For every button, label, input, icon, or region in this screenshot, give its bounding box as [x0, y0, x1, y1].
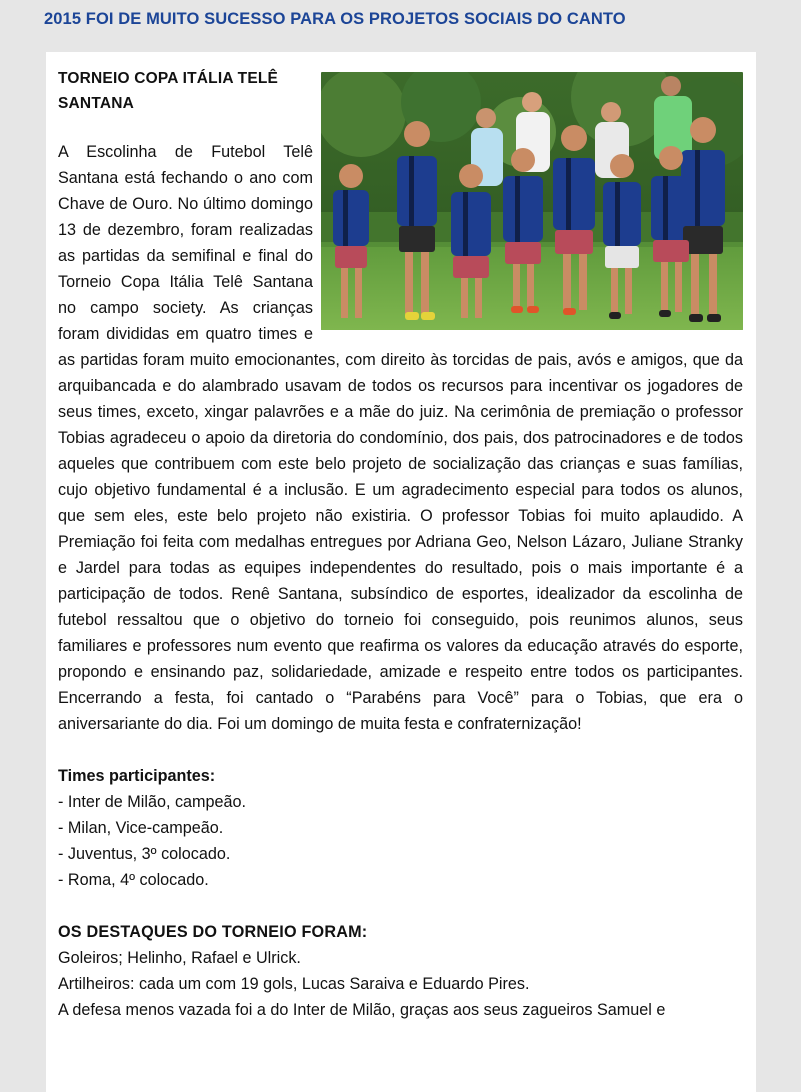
article-title: TORNEIO COPA ITÁLIA TELÊ SANTANA — [58, 70, 279, 112]
team-item: - Inter de Milão, campeão. — [58, 793, 247, 811]
team-item: - Roma, 4º colocado. — [58, 871, 209, 889]
team-item: - Juventus, 3º colocado. — [58, 845, 231, 863]
page-title: 2015 FOI DE MUITO SUCESSO PARA OS PROJETOS SOCIAIS DO CANTO — [44, 10, 626, 28]
highlight-item: A defesa menos vazada foi a do Inter de Milão, graças aos seus zagueiros Samuel e — [58, 1001, 666, 1019]
article-card — [46, 52, 756, 1092]
highlight-item: Goleiros; Helinho, Rafael e Ulrick. — [58, 949, 301, 967]
highlight-item: Artilheiros: cada um com 19 gols, Lucas Saraiva e Eduardo Pires. — [58, 975, 530, 993]
article-body: A Escolinha de Futebol Telê Santana está fechando o ano com Chave de Ouro. No último domingo 13 de dezembro, foram realizadas as partidas da semifinal e final do Torneio Copa Itália Telê Santana no campo society. As crianças foram divididas em quatro times e as partidas foram muito emocionantes, com direito às torcidas de pais, avós e amigos, que da arquibancada e do alambrado usavam de todos os recursos para incentivar os jogadores de seus times, exceto, xingar palavrões e a mãe do juiz. Na cerimônia de premiação o professor Tobias agradeceu o apoio da diretoria do condomínio, dos pais, dos patrocinadores e de todos aqueles que contribuem com este belo projeto de socialização das crianças e suas famílias, cujo objetivo fundamental é a inclusão. E um agradecimento especial para todos os alunos, que sem eles, este belo projeto não existiria. O professor Tobias foi muito aplaudido. A Premiação foi feita com medalhas entregues por Adriana Geo, Nelson Lázaro, Juliane Stranky e Jardel para todas as equipes independentes do resultado, pois o mais importante é a participação de todos. Renê Santana, subsíndico de esportes, idealizador da escolinha de futebol ressaltou que o objetivo do torneio foi conseguido, pois reunimos alunos, seus familiares e professores num evento que reafirma os valores da educação através do esporte, propondo e ensinando paz, solidariedade, amizade e respeito entre todos os participantes. Encerrando a festa, foi cantado o “Parabéns para Você” para o Tobias, que era o aniversariante do dia. Foi um domingo de muita festa e confraternização! — [58, 143, 743, 733]
article-content — [58, 66, 743, 1023]
highlights-heading: OS DESTAQUES DO TORNEIO FORAM: — [58, 923, 368, 941]
teams-heading: Times participantes: — [58, 767, 216, 785]
page-header — [0, 0, 801, 48]
team-photo — [321, 72, 743, 330]
team-item: - Milan, Vice-campeão. — [58, 819, 224, 837]
